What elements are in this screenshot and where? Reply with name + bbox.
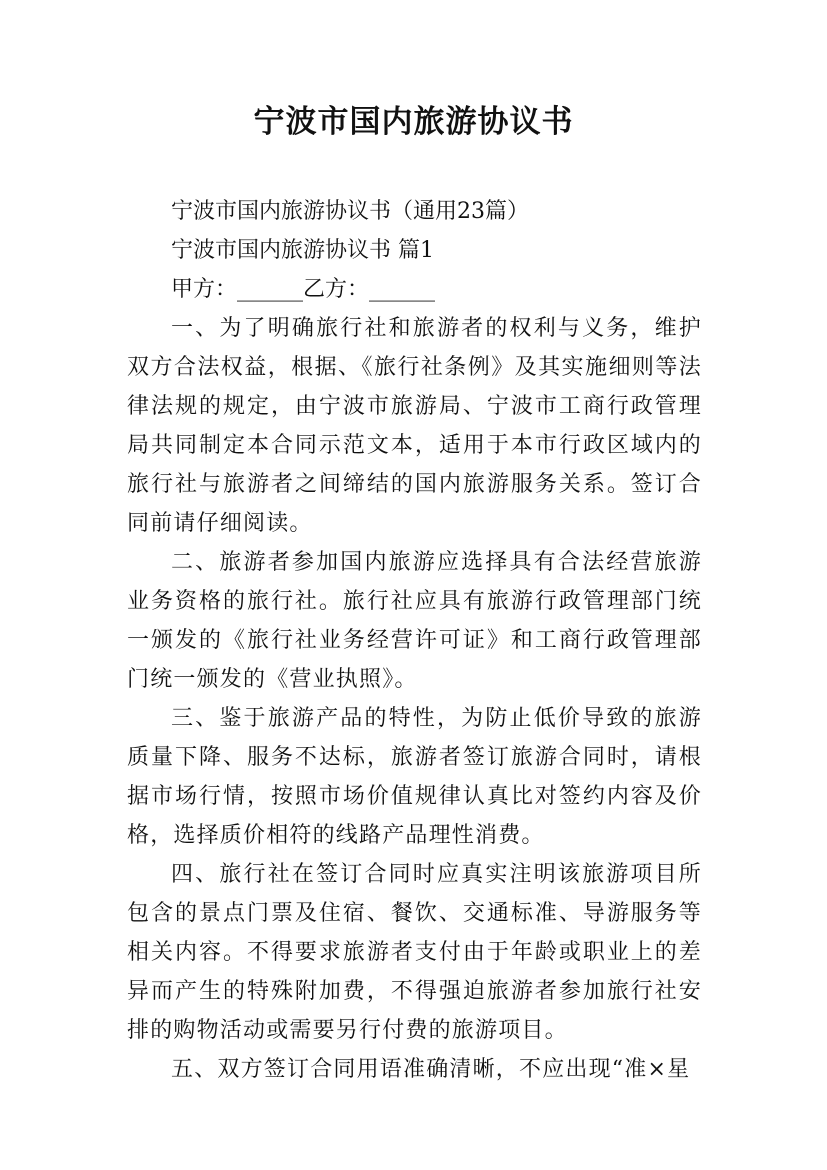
document-title: 宁波市国内旅游协议书 (253, 104, 574, 140)
paragraph-3: 三、鉴于旅游产品的特性，为防止低价导致的旅游质量下降、服务不达标，旅游者签订旅游合同时，请根据市场行情，按照市场价值规律认真比对签约内容及价格，选择质价相符的线路产品理性消费。 (127, 706, 702, 848)
paragraph-5: 五、双方签订合同用语准确清晰，不应出现“准×星 (171, 1057, 691, 1082)
document-body (127, 192, 702, 1089)
parties-line: 甲方：______乙方：______ (171, 277, 436, 302)
paragraph-2: 二、旅游者参加国内旅游应选择具有合法经营旅游业务资格的旅行社。旅行社应具有旅游行政管理部门统一颁发的《旅行社业务经营许可证》和工商行政管理部门统一颁发的《营业执照》。 (127, 550, 702, 692)
paragraph-1: 一、为了明确旅行社和旅游者的权利与义务，维护双方合法权益，根据、《旅行社条例》及其实施细则等法律法规的规定，由宁波市旅游局、宁波市工商行政管理局共同制定本合同示范文本，适用于本市行政区域内的旅行社与旅游者之间缔结的国内旅游服务关系。签订合同前请仔细阅读。 (127, 316, 702, 536)
section-heading: 宁波市国内旅游协议书 篇1 (171, 238, 434, 263)
paragraph-4: 四、旅行社在签订合同时应真实注明该旅游项目所包含的景点门票及住宿、餐饮、交通标准、导游服务等相关内容。不得要求旅游者支付由于年龄或职业上的差异而产生的特殊附加费，不得强迫旅游者参加旅行社安排的购物活动或需要另行付费的旅游项目。 (127, 862, 702, 1043)
document-subtitle: 宁波市国内旅游协议书（通用23篇） (171, 199, 529, 224)
